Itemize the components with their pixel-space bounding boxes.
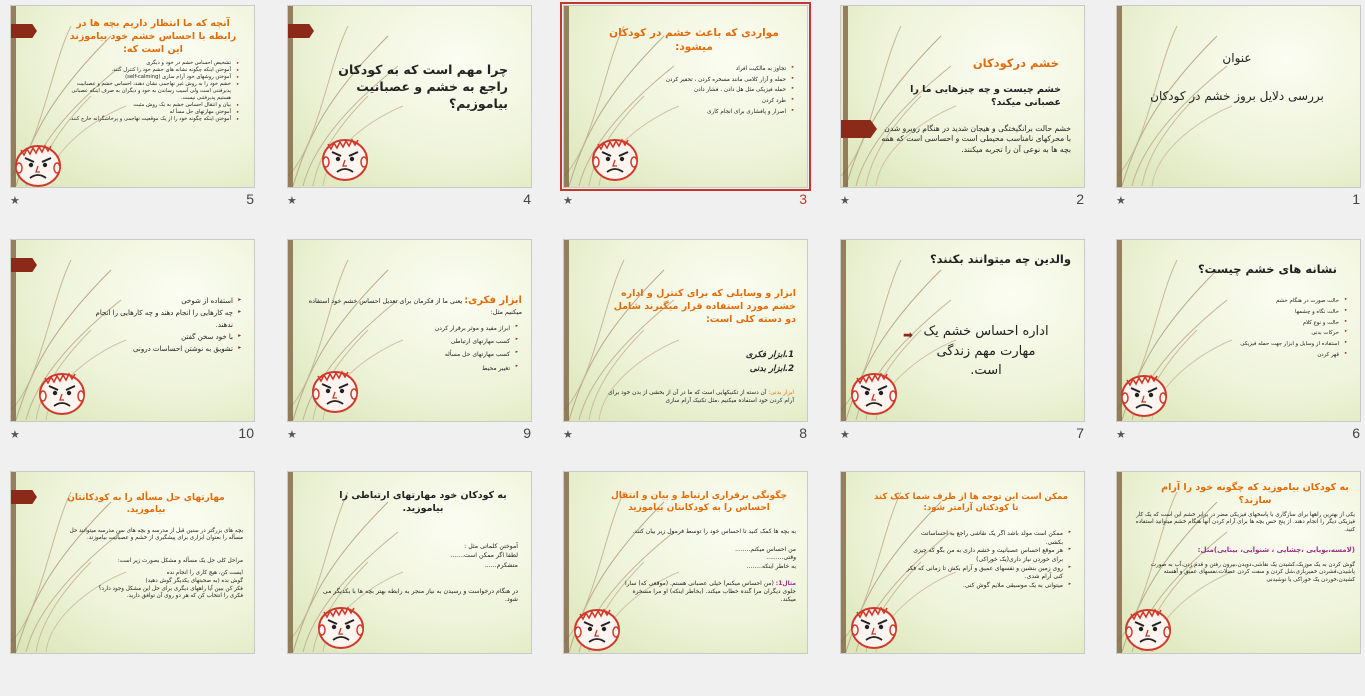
decorative-bar	[564, 240, 569, 421]
slide-body: یکی از بهترین راهها برای سازگاری با پاسخهای فیزیکی مضر در برابر خشم این است که یک کار فیزیکی دیگر را انجام دهند. از پنج حس بچه ها برای آرام کردن آنها هنگام خشم میتوانید استفاده کنید.	[1135, 512, 1355, 533]
list-item: فکر کن ببین آیا راههای دیگری برای حل این مشکل وجود دارد؟	[98, 585, 243, 592]
slide-bullet-list	[368, 322, 518, 375]
example-text	[624, 580, 796, 604]
slide-title: ابزار و وسایلی که برای کنترل و اداره خشم مورد استفاده قرار میگیرند شامل دو دسته کلی است:	[613, 288, 796, 325]
list-item: ▸ حالت و نوع کلام	[1187, 318, 1347, 329]
list-item: ▸ حمله فیزیکی مثل هل دادن ، فشار دادن	[644, 85, 794, 96]
slide-number: 4	[523, 191, 531, 207]
decorative-arrow-tab	[841, 120, 877, 138]
slide-thumbnail-6[interactable]	[1106, 234, 1365, 464]
slide-number: 7	[1076, 425, 1084, 441]
slide-11[interactable]	[1117, 472, 1360, 653]
slide-7[interactable]	[841, 240, 1084, 421]
slide-body: بچه های بزرگتر در سنین قبل از مدرسه و بچه های سن مدرسه میتوانند حل مسأله را بعنوان ابزاری برای پیشگیری از خشم و عصبانیت بیاموزند.	[69, 528, 243, 542]
list-item: ▸ تشخیص احساس خشم در خود و دیگری	[69, 60, 239, 67]
decorative-arrow-tab	[11, 490, 37, 504]
angry-face-icon	[314, 602, 368, 650]
list-item: ▸ حرکات بدنی	[1187, 328, 1347, 339]
slide-bullet-list	[1187, 296, 1347, 361]
slide-8[interactable]	[564, 240, 807, 421]
slide-thumbnail-3[interactable]	[553, 0, 829, 230]
slide-subtitle: خشم چیست و چه چیزهایی ما را عصبانی میکند؟	[910, 84, 1061, 108]
note-label: ابزار بدنی:	[768, 390, 794, 396]
list-item: ▸ ابراز مفید و موثر برقرار کردن	[368, 322, 518, 335]
list-item: ▸ بیان و انتقال احساس خشم به یک روش مثبت	[69, 102, 239, 109]
slide-title: مهارتهای حل مسأله را به کودکانتان بیاموزید.	[67, 493, 225, 516]
slide-body: اداره احساس خشم یک مهارت مهم زندگی است.	[923, 324, 1049, 378]
steps-lines	[55, 570, 243, 601]
angry-face-icon	[35, 368, 89, 416]
angry-face-icon	[11, 140, 65, 187]
senses-line: (لامسه،بویایی ،چشایی ، شنوایی، بینایی)مثل:	[1197, 546, 1355, 554]
list-item: ▸ استفاده از شوخی	[91, 296, 241, 308]
formula-lines	[664, 546, 796, 571]
list-item: ▸ کسب مهارتهای ارتباطی	[368, 335, 518, 348]
transition-star-icon[interactable]: ★	[840, 428, 850, 441]
slide-body: در هنگام درخواست و رسیدن به نیاز منجر به رابطه بهتر بچه ها با یکدیگر می شود.	[322, 588, 518, 604]
list-item: ایست کن، هیچ کاری را انجام نده	[166, 570, 243, 576]
transition-star-icon[interactable]: ★	[287, 428, 297, 441]
slide-title: آنچه که ما انتظار داریم بچه ها در رابطه با احساس خشم خود بیاموزند این است که:	[69, 18, 237, 55]
list-item: ▸ چه کارهایی را انجام دهند و چه کارهایی را انجام ندهند.	[91, 308, 241, 332]
list-item: متشکرم......	[484, 561, 518, 569]
list-item: ▸ خشم خود را به روش غیر تهاجمی نشان دهند، احساس خشم و عصبانیت پذیرفتنی است ولی آسیب رساندن به خود و دیگران به صرف اینکه عصبانی هستیم پذیرفتنی نیست.	[69, 81, 239, 102]
list-item: ▸ تشویق به نوشتن احساسات درونی	[91, 344, 241, 356]
angry-face-icon	[318, 134, 372, 182]
list-item: ▸ هر موقع احساس عصبانیت و خشم داری به من بگو که چیزی برای خوردن نیاز داری(یک خوراکی)	[905, 547, 1071, 564]
slide-thumbnail-1[interactable]	[1106, 0, 1365, 230]
phrase-lines	[408, 542, 518, 570]
slide-thumbnail-15[interactable]	[0, 466, 276, 696]
bullet-arrow-icon: ➡	[903, 328, 914, 342]
list-item: لطفا اگر ممکن است.......	[450, 552, 518, 560]
decorative-arrow-tab	[11, 258, 37, 272]
slide-number: 2	[1076, 191, 1084, 207]
list-item: 2.ابزار بدنی	[749, 364, 794, 374]
slide-3[interactable]	[564, 6, 807, 187]
list-item: ▸ آموختن اینکه چگونه خود را از یک موقعیت تهاجمی و پرخاشگرانه خارج کنند.	[69, 116, 239, 123]
decorative-bar	[1117, 6, 1122, 187]
decorative-bar	[564, 6, 569, 187]
list-item: ▸ روی زمین بنشین و نفسهای عمیق و آرام بکش تا زمانی که فکر کنی آرام شدی.	[905, 565, 1071, 582]
slide-title: نشانه های خشم چیست؟	[1197, 262, 1337, 276]
slide-thumbnail-7[interactable]	[830, 234, 1106, 464]
transition-star-icon[interactable]: ★	[10, 428, 20, 441]
slide-thumbnail-8[interactable]	[553, 234, 829, 464]
list-item: 1.ابزار فکری	[745, 350, 794, 360]
transition-star-icon[interactable]: ★	[287, 194, 297, 207]
slide-body-2: مراحل کلی حل یک مسأله و مشکل بصورت زیر است:	[117, 558, 243, 564]
decorative-bar	[841, 240, 846, 421]
angry-face-icon	[308, 366, 362, 414]
decorative-bar	[564, 472, 569, 653]
list-item: ▸ طرد کردن	[644, 96, 794, 107]
angry-face-icon	[847, 602, 901, 650]
slide-title: به کودکان بیاموزید که چگونه خود را آرام سازند؟	[1161, 482, 1349, 506]
transition-star-icon[interactable]: ★	[1116, 428, 1126, 441]
list-item: ▸ تغییر محیط	[368, 362, 518, 375]
slide-title: چرا مهم است که به کودکان راجع به خشم و عصبانیت بیاموزیم؟	[338, 62, 508, 111]
list-item: ▸ قهر کردن	[1187, 350, 1347, 361]
slide-body: به بچه ها کمک کنید تا احساس خود را توسط فرمول زیر بیان کنند.	[632, 528, 796, 535]
slide-14[interactable]	[288, 472, 531, 653]
slide-number: 1	[1352, 191, 1360, 207]
decorative-arrow-tab	[288, 24, 314, 38]
slide-6[interactable]	[1117, 240, 1360, 421]
decorative-bar	[288, 472, 293, 653]
slide-bullet-list	[905, 530, 1071, 591]
title-text: یعنی ما از فکرمان برای تعدیل احساس خشم خود استفاده میکنیم مثل:	[308, 297, 522, 316]
list-item: ▸ آموختن اینکه چگونه نشانه های خشم خود را کنترل کنند.	[69, 67, 239, 74]
list-item: ▸ حالت صورت در هنگام خشم	[1187, 296, 1347, 307]
slide-thumbnail-14[interactable]	[277, 466, 553, 696]
list-item: ▸ حمله و آزار کلامی مانند مسخره کردن ، تحقیر کردن	[644, 75, 794, 86]
list-item: ▸ آموختن روشهای خود آرام سازی (self-calming)	[69, 74, 239, 81]
angry-face-icon	[570, 604, 624, 652]
slide-title: ممکن است این توجه ها از طرف شما کمک کند تا کودکتان آرامتر شود:	[874, 492, 1068, 514]
slide-thumbnail-5[interactable]	[0, 0, 276, 230]
slide-body: خشم حالت برانگیختگی و هیجان شدید در هنگام روبرو شدن با محرکهای نامناسب محیطی است و احساسی است که همه بچه ها به نوعی آن را تجربه میکنند.	[881, 124, 1071, 154]
slide-5[interactable]	[11, 6, 254, 187]
slide-number: 10	[238, 425, 254, 441]
slide-body: بررسی دلایل بروز خشم در کودکان	[1150, 89, 1324, 103]
angry-face-icon	[847, 368, 901, 416]
list-item: آموختن کلماتی مثل :	[464, 543, 518, 550]
slide-title	[308, 294, 522, 316]
list-item: به خاطر اینکه........	[746, 562, 796, 570]
angry-face-icon	[588, 134, 642, 182]
note-text: آن دسته از تکنیکهایی است که ما در آن از بخشی از بدن خود برای آرام کردن خود استفاده میکنیم ،مثل تکنیک آرام سازی	[608, 390, 794, 404]
slide-title: چگونگی برقراری ارتباط و بیان و انتقال احساس را به کودکانتان بیاموزید	[610, 491, 788, 514]
slide-bullet-list	[69, 60, 239, 123]
slide-title: عنوان	[1222, 51, 1252, 65]
list-item: ▸ کسب مهارتهای حل مسأله	[368, 348, 518, 361]
list-item: وقتی.........	[766, 554, 796, 562]
slide-title: والدین چه میتوانند بکنند؟	[929, 252, 1071, 266]
slide-number: 5	[246, 191, 254, 207]
slide-15[interactable]	[11, 472, 254, 653]
decorative-bar	[288, 240, 293, 421]
slide-title: مواردی که باعث خشم در کودکان میشود:	[609, 27, 779, 54]
title-label: ابزار فکری:	[464, 295, 522, 306]
slide-thumbnail-9[interactable]	[277, 234, 553, 464]
slide-number: 6	[1352, 425, 1360, 441]
slide-number: 9	[523, 425, 531, 441]
slide-thumbnail-10[interactable]	[0, 234, 276, 464]
transition-star-icon[interactable]: ★	[563, 194, 573, 207]
slide-title: خشم درکودکان	[972, 56, 1059, 70]
slide-1[interactable]	[1117, 6, 1360, 187]
slide-note	[604, 390, 794, 406]
list-item: گوش بده (به صحبتهای یکدیگر گوش دهید)	[145, 577, 243, 584]
list-item: ▸ استفاده از وسایل و ابزار جهت حمله فیزیکی	[1187, 339, 1347, 350]
slide-number: 3	[799, 191, 807, 207]
example-label: مثال1:	[775, 580, 796, 587]
slide-bullet-list	[644, 64, 794, 117]
transition-star-icon[interactable]: ★	[840, 194, 850, 207]
transition-star-icon[interactable]: ★	[1116, 194, 1126, 207]
slide-thumbnail-12[interactable]	[830, 466, 1106, 696]
angry-face-icon	[1121, 604, 1175, 652]
slide-number: 8	[799, 425, 807, 441]
slide-12[interactable]	[841, 472, 1084, 653]
example-body: (من احساس میکنم) خیلی عصبانی هستم. (موقعی که) سارا جلوی دیگران مرا گنده خطاب میکند. (بخاطر اینکه) او مرا مسخره میکند.	[625, 580, 796, 604]
transition-star-icon[interactable]: ★	[10, 194, 20, 207]
decorative-bar	[841, 472, 846, 653]
list-item: ▸ با خود سخن گفتن	[91, 332, 241, 344]
slide-10[interactable]	[11, 240, 254, 421]
slide-9[interactable]	[288, 240, 531, 421]
transition-star-icon[interactable]: ★	[563, 428, 573, 441]
slide-2[interactable]	[841, 6, 1084, 187]
slide-13[interactable]	[564, 472, 807, 653]
slide-thumbnail-4[interactable]	[277, 0, 553, 230]
slide-title: به کودکان خود مهارتهای ارتباطی را بیاموزید.	[339, 490, 507, 514]
list-item: ▸ ممکن است مولد باشد اگر یک نقاشی راجع به احساساتت بکشی.	[905, 530, 1071, 547]
list-item: ▸ آموختن مهارتهای حل مسأ له	[69, 109, 239, 116]
decorative-arrow-tab	[11, 24, 37, 38]
angry-face-icon	[1117, 370, 1171, 418]
slide-thumbnail-13[interactable]	[553, 466, 829, 696]
slide-thumbnail-2[interactable]	[830, 0, 1106, 230]
list-item: ▸ میتوانی به یک موسیقی ملایم گوش کنی.	[905, 582, 1071, 591]
decorative-bar	[843, 6, 848, 187]
list-item: ▸ حالت نگاه و چشمها	[1187, 307, 1347, 318]
list-item: من احساس میکنم........	[735, 546, 796, 553]
slide-thumbnail-11[interactable]	[1106, 466, 1365, 696]
slide-bullet-list	[91, 296, 241, 355]
list-item: ▸ اصرار و پافشاری برای انجام کاری	[644, 107, 794, 118]
list-item: ▸ تجاوز به مالکیت افراد	[644, 64, 794, 75]
slide-body-2: گوش کردن به یک موزیک،کشیدن یک نقاشی،دویدن،بیرون رفتن و قدم زدن،آب به صورت پاشیدن،فشردن خمیربازی،شل کردن و سفت کردن عضلات،نفسهای عمیق و آهسته کشیدن،خوردن یک خوراکی یا نوشیدنی	[1150, 562, 1355, 583]
slide-4[interactable]	[288, 6, 531, 187]
list-item: فکری را انتخاب کن که هر دو روی آن توافق دارید.	[126, 593, 243, 600]
